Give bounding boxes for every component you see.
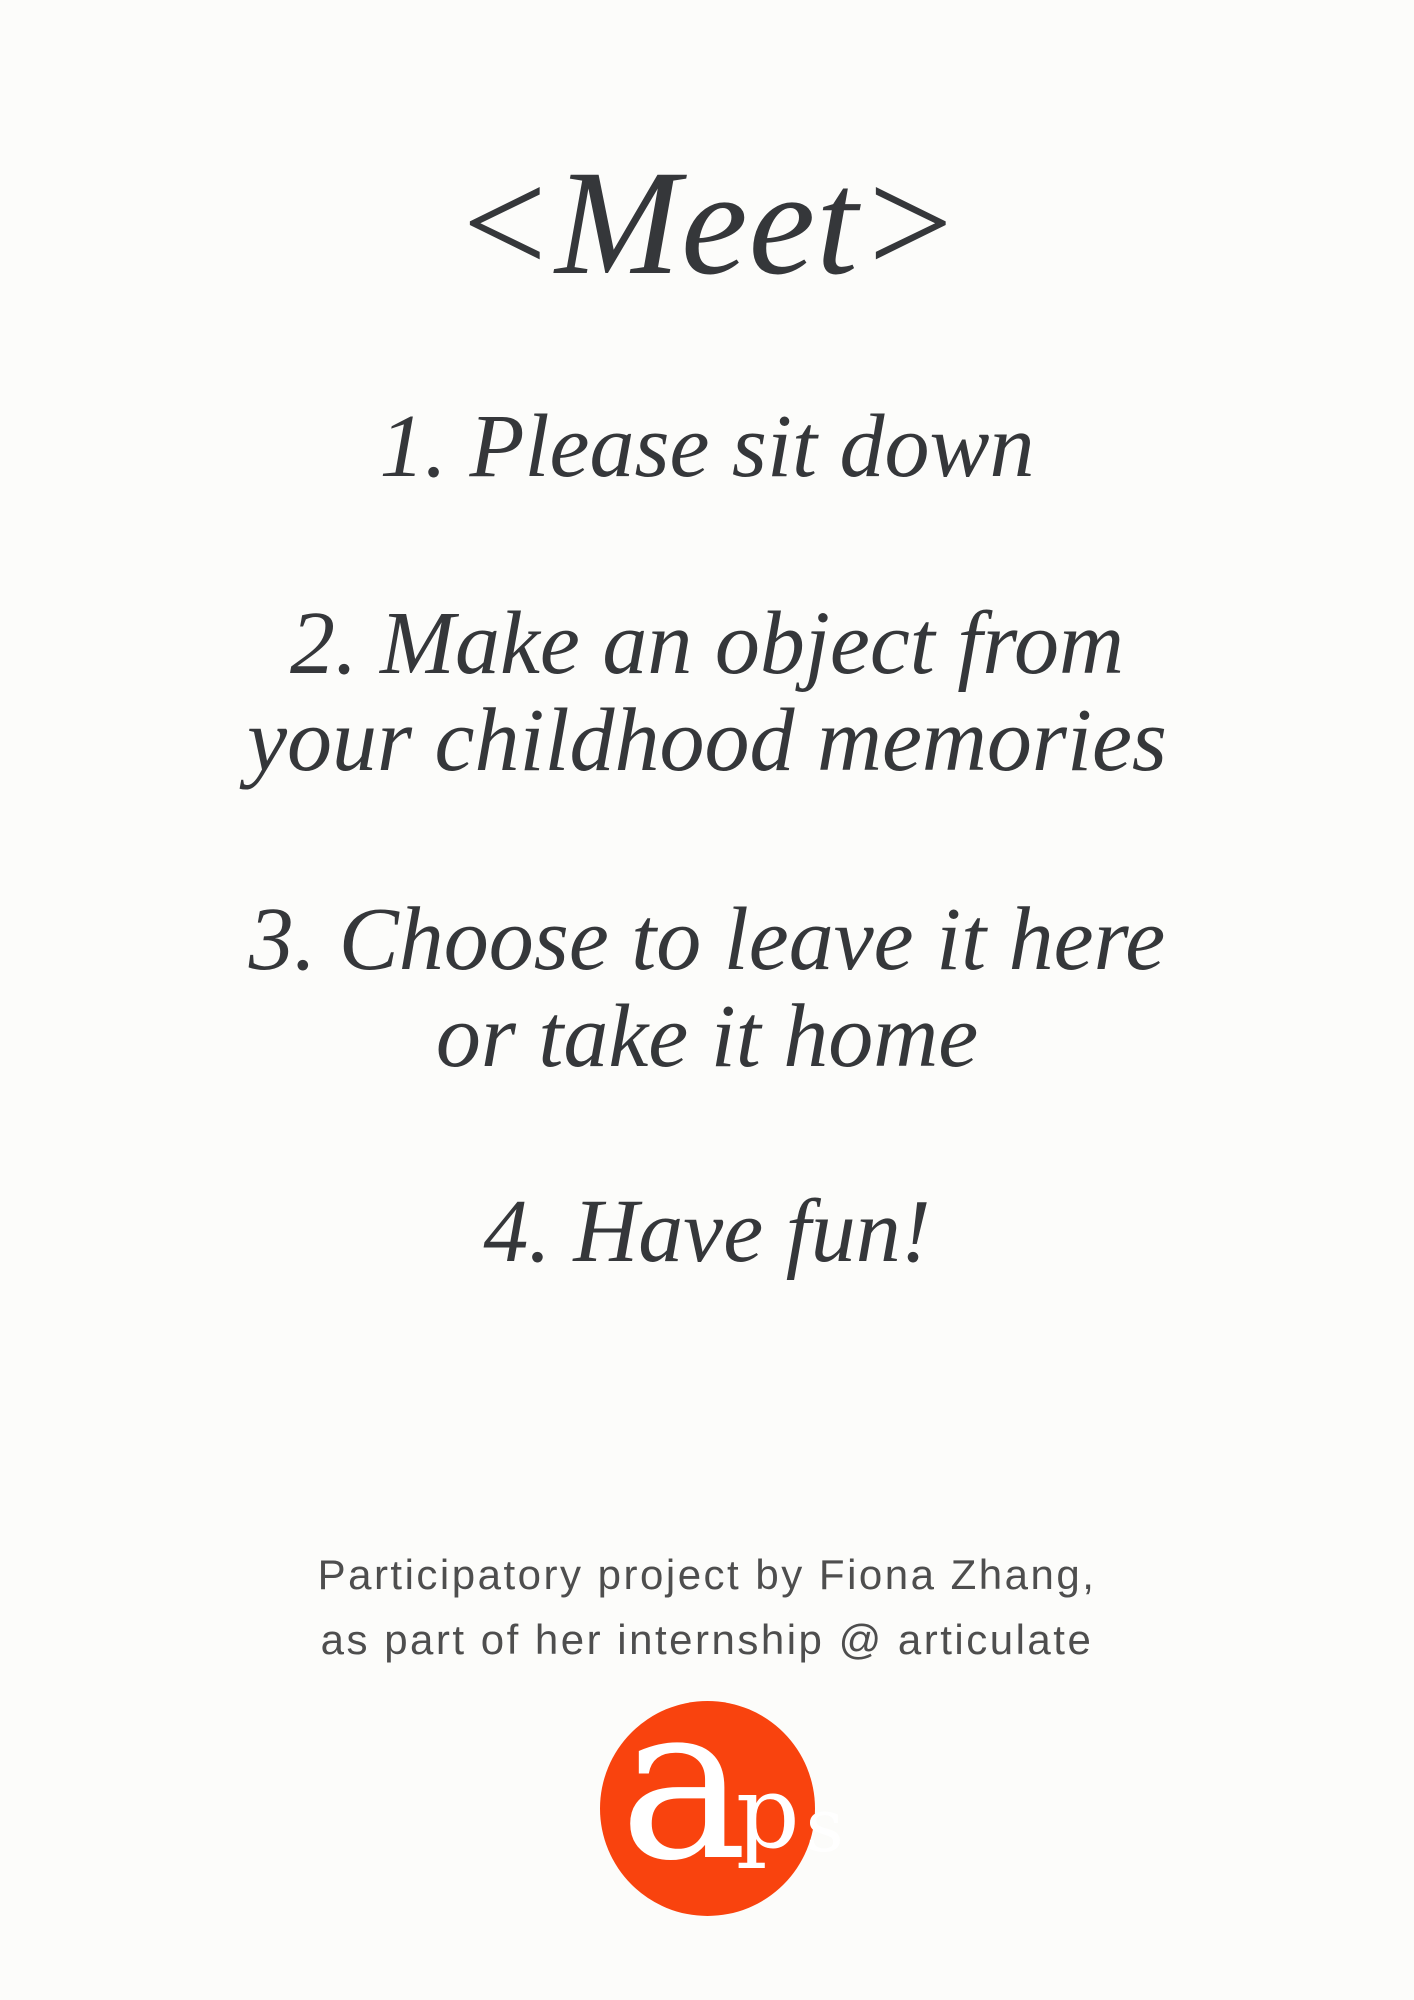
step-line: 4. Have fun! [483, 1181, 931, 1281]
step-line: 3. Choose to leave it here [248, 889, 1166, 989]
step-item-2 [247, 595, 1167, 789]
step-item-3 [249, 891, 1165, 1085]
step-item-1 [380, 398, 1035, 495]
page-title: <Meet> [452, 140, 962, 306]
aps-logo [600, 1657, 844, 1916]
step-line: or take it home [435, 986, 979, 1086]
step-item-4 [483, 1183, 930, 1280]
step-line: 1. Please sit down [379, 397, 1035, 496]
credit-line-1: Participatory project by Fiona Zhang, [317, 1551, 1097, 1599]
logo-letter-a: a [619, 1657, 748, 1909]
credit-text [318, 1542, 1097, 1672]
step-line: 2. Make an object from [290, 594, 1124, 694]
logo-letter-p: p [735, 1754, 800, 1872]
step-line: your childhood memories [247, 691, 1167, 791]
logo-letter-s: s [805, 1783, 844, 1870]
aps-logo-letters [619, 1657, 844, 1909]
credit-line-2: as part of her internship @ articulate [320, 1616, 1094, 1664]
